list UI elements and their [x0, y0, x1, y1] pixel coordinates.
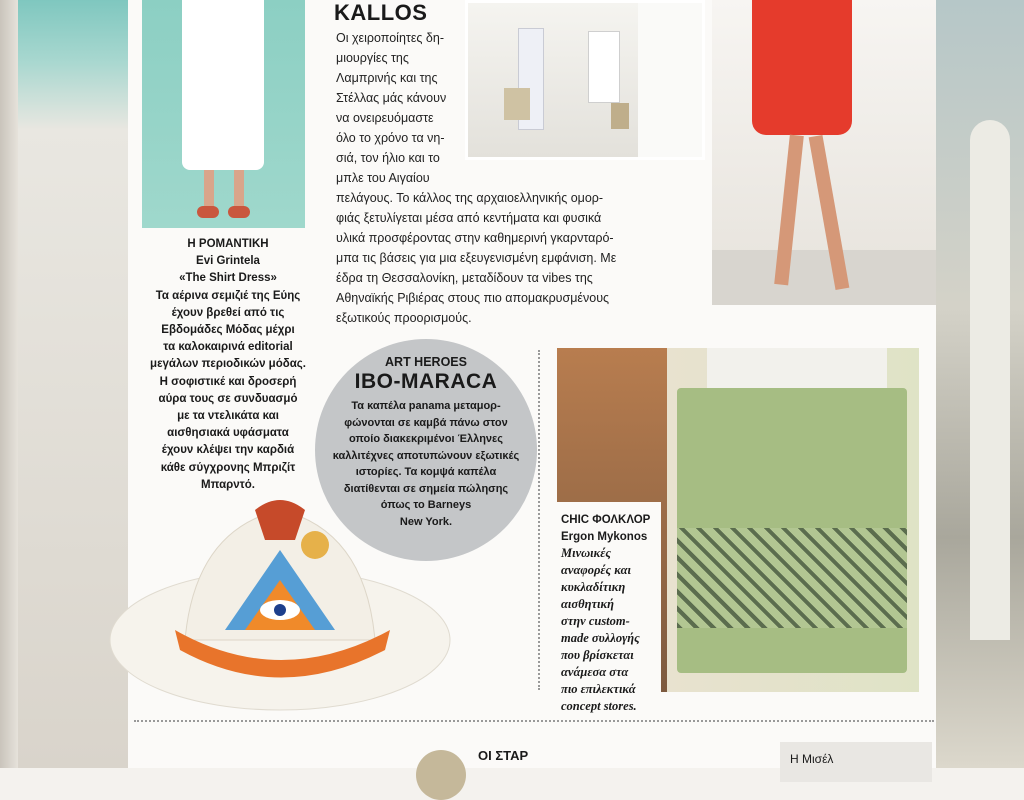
romantic-title-line: «The Shirt Dress» — [179, 272, 277, 285]
chic-body-line: concept stores. — [561, 699, 637, 713]
art-heroes-line: Τα καπέλα panama μεταμορ- — [351, 400, 501, 412]
kallos-line: εξωτικούς προορισμούς. — [336, 311, 472, 325]
kallos-line: φιάς ξετυλίγεται μέσα από κεντήματα και φυσικά — [336, 211, 602, 225]
kallos-line: Στέλλας μάς κάνουν — [336, 91, 447, 105]
chic-body-line: ανάμεσα στα — [561, 665, 629, 679]
romantic-body-line: Η σοφιστικέ και δροσερή — [159, 375, 297, 388]
photo-romantic-dress — [142, 0, 305, 228]
romantic-body-line: αύρα τους σε συνδυασμό — [158, 392, 298, 405]
art-heroes-line: όπως το Barneys — [380, 499, 472, 511]
kallos-line: σιά, τον ήλιο και το — [336, 151, 440, 165]
romantic-body — [133, 288, 323, 494]
kallos-title: KALLOS — [334, 0, 428, 25]
chic-body-line: made συλλογής — [561, 631, 640, 645]
chic-body-line: στην custom- — [561, 614, 630, 628]
kallos-line: πελάγους. Το κάλλος της αρχαιοελληνικής ομορ- — [336, 191, 604, 205]
romantic-body-line: με τα ντελικάτα και — [177, 410, 279, 423]
chic-title-line: CHIC ΦΟΛΚΛΟΡ — [561, 514, 651, 526]
romantic-title — [133, 236, 323, 288]
chic-body-line: πιο επιλεκτικά — [561, 682, 636, 696]
art-heroes-kicker: ART HEROES — [385, 355, 467, 369]
romantic-body-line: έχουν κλέψει την καρδιά — [161, 444, 295, 457]
photo-red-dress — [712, 0, 936, 305]
art-heroes-bubble — [315, 339, 537, 561]
romantic-body-line: Μπαρντό. — [201, 478, 255, 491]
romantic-body-line: αισθησιακά υφάσματα — [167, 427, 289, 440]
romantic-title-line: Η ΡΟΜΑΝΤΙΚΗ — [187, 238, 269, 250]
chic-body — [561, 545, 657, 715]
kallos-line: Οι χειροποίητες δη- — [336, 31, 444, 45]
bottom-kicker: ΟΙ ΣΤΑΡ — [478, 748, 529, 763]
romantic-body-line: μεγάλων περιοδικών μόδας. — [150, 358, 306, 371]
chic-body-line: κυκλαδίτικη — [561, 580, 626, 594]
right-page-edge-photo — [936, 0, 1024, 768]
chic-title-line: Ergon Mykonos — [561, 530, 648, 543]
kallos-line: μιουργίες της — [336, 51, 409, 65]
bottom-box-text: Η Μισέλ — [790, 752, 834, 766]
chic-body-line: αισθητική — [561, 597, 614, 611]
kallos-line: μπλε του Αιγαίου — [336, 171, 430, 185]
romantic-body-line: τα καλοκαιρινά editorial — [163, 341, 293, 354]
romantic-caption — [133, 236, 323, 494]
divider-horizontal — [134, 720, 934, 722]
romantic-body-line: κάθε σύγχρονης Μπριζίτ — [160, 461, 296, 474]
art-heroes-line: καλλιτέχνες αποτυπώνουν εξωτικές — [332, 449, 520, 462]
kallos-line: Αθηναϊκής Ριβιέρας στους πιο απομακρυσμένους — [336, 291, 610, 305]
art-heroes-body — [315, 398, 537, 530]
kallos-body — [336, 28, 636, 328]
art-heroes-line: διατίθενται σε σημεία πώλησης — [343, 482, 509, 495]
art-heroes-line: ιστορίες. Τα κομψά καπέλα — [355, 466, 497, 478]
art-heroes-line: φώνονται σε καμβά πάνω στον — [344, 416, 508, 429]
chic-body-line: Μινωικές — [561, 546, 611, 560]
romantic-body-line: Τα αέρινα σεμιζιέ της Εύης — [155, 289, 301, 302]
bottom-caption-box — [780, 742, 932, 782]
romantic-body-line: έχουν βρεθεί από τις — [171, 306, 285, 319]
bottom-portrait-circle — [416, 750, 466, 800]
chic-body-line: αναφορές και — [561, 563, 631, 577]
romantic-body-line: Εβδομάδες Μόδας μέχρι — [161, 324, 295, 337]
kallos-line: όλο το χρόνο τα νη- — [336, 131, 445, 145]
chic-caption — [557, 502, 661, 713]
kallos-line: Λαμπρινής και της — [336, 71, 438, 85]
romantic-title-line: Evi Grintela — [196, 255, 260, 268]
art-heroes-title: IBO-MARACA — [354, 370, 498, 393]
kallos-line: μπα τις βάσεις για μια εξευγενισμένη εμφάνιση. Με — [336, 251, 617, 265]
kallos-line: έδρα τη Θεσσαλονίκη, μεταδίδουν τα vibes της — [336, 271, 593, 285]
chic-title — [561, 512, 657, 545]
art-heroes-line: οποίο διακεκριμένοι Έλληνες — [349, 433, 503, 445]
chic-body-line: που βρίσκεται — [561, 648, 634, 662]
divider-vertical — [538, 350, 540, 690]
kallos-line: υλικά προσφέροντας στην καθημερινή γκαρνταρό- — [336, 231, 614, 245]
art-heroes-line: New York. — [399, 515, 453, 528]
page-gutter-left — [0, 0, 18, 768]
kallos-line: να ονειρευόμαστε — [336, 111, 434, 125]
